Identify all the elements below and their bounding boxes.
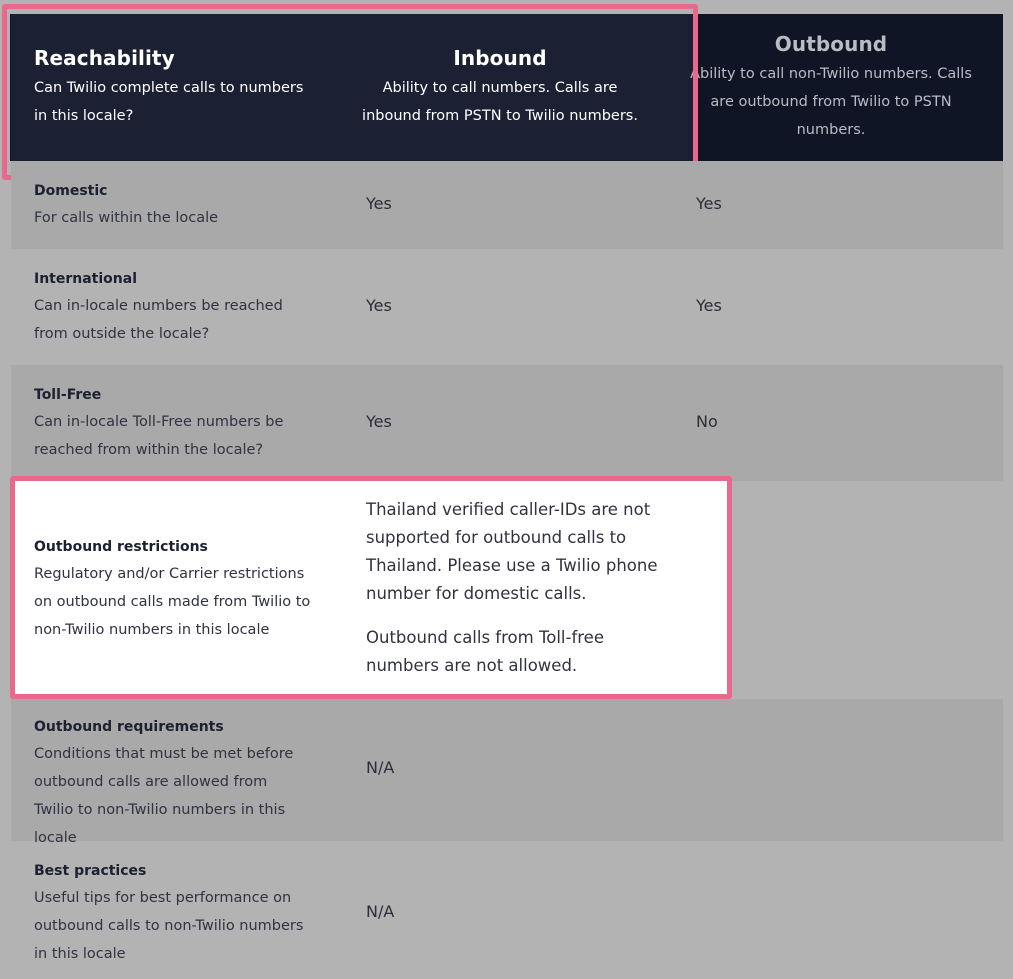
inbound-description: Ability to call numbers. Calls are inbound from PSTN to Twilio numbers. <box>362 80 638 124</box>
row-label: Outbound restrictions <box>34 539 208 555</box>
restriction-paragraph: Thailand verified caller-IDs are not supported for outbound calls to Thailand. Please use a Twilio phone number for domestic calls. <box>366 500 658 603</box>
outbound-description: Ability to call non-Twilio numbers. Calls are outbound from Twilio to PSTN numbers. <box>690 66 972 138</box>
row-label: International <box>34 271 138 287</box>
outbound-value: Yes <box>696 194 722 213</box>
row-label: Toll-Free <box>34 387 102 403</box>
outbound-value: No <box>696 412 718 431</box>
row-description: Useful tips for best performance on outbound calls to non-Twilio numbers in this locale <box>34 890 304 962</box>
row-label: Best practices <box>34 863 147 879</box>
row-description: Can in-locale numbers be reached from outside the locale? <box>34 298 283 342</box>
header-highlight <box>2 4 698 180</box>
inbound-value: Yes <box>366 412 392 431</box>
inbound-title: Inbound <box>453 46 547 70</box>
inbound-value: N/A <box>366 758 395 777</box>
outbound-value: Yes <box>696 296 722 315</box>
outbound-title: Outbound <box>774 32 888 56</box>
row-description: Conditions that must be met before outbound calls are allowed from Twilio to non-Twilio numbers in this locale <box>34 746 294 846</box>
row-label: Outbound requirements <box>34 719 224 735</box>
inbound-value: Yes <box>366 194 392 213</box>
row-label: Domestic <box>34 183 108 199</box>
inbound-value: N/A <box>366 902 395 921</box>
row-description: Can in-locale Toll-Free numbers be reached from within the locale? <box>34 414 284 458</box>
reachability-description: Can Twilio complete calls to numbers in this locale? <box>34 80 304 124</box>
inbound-value: Yes <box>366 296 392 315</box>
row-description: Regulatory and/or Carrier restrictions on outbound calls made from Twilio to non-Twilio numbers in this locale <box>34 566 311 638</box>
restriction-paragraph: Outbound calls from Toll-free numbers are not allowed. <box>366 628 604 675</box>
reachability-title: Reachability <box>34 46 175 70</box>
row-description: For calls within the locale <box>34 210 219 226</box>
